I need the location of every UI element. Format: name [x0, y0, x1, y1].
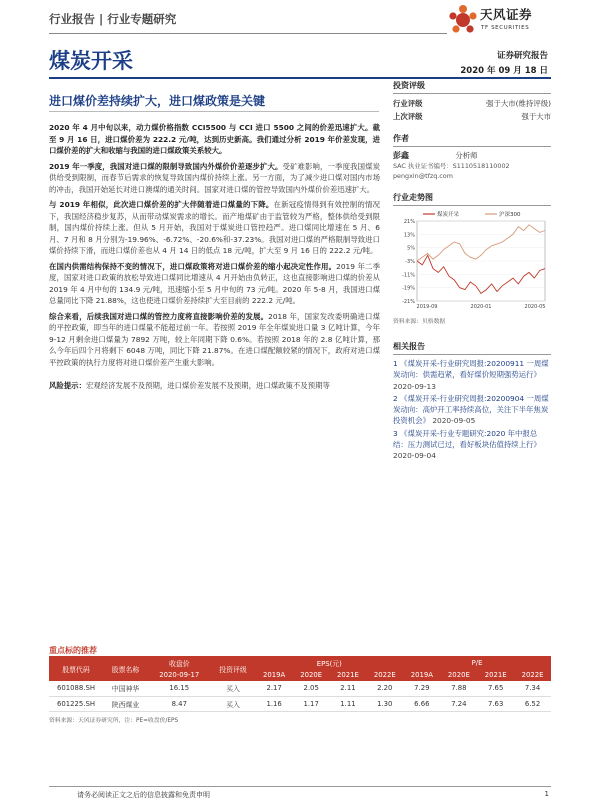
- table-cell: 8.47: [148, 696, 211, 711]
- table-source: 资料来源：天风证券研究所，注：PE=收盘价/EPS: [49, 718, 179, 724]
- paragraph-lead: 2019 年一季度，我国对进口煤的限制导致国内外煤价价差逐步扩大。: [49, 161, 283, 171]
- report-date: 2020 年 09 月 18 日: [460, 66, 548, 76]
- table-cell: 2.17: [255, 681, 292, 696]
- table-cell: 7.24: [440, 696, 477, 711]
- industry-rating-value: 强于大市(维持评级): [486, 99, 551, 108]
- table-cell: 1.11: [330, 696, 367, 711]
- related-report-title[interactable]: 3 《煤炭开采-行业专题研究:2020 年中报总结：压力测试已过，看好板块估值持续上行》: [393, 428, 541, 450]
- col-eps: EPS(元): [255, 657, 403, 669]
- table-cell: 7.29: [403, 681, 440, 696]
- table-cell: 16.15: [148, 681, 211, 696]
- footer-disclaimer: 请务必阅读正文之后的信息披露和免责申明: [77, 791, 210, 799]
- x-tick-label: 2020-01: [470, 304, 492, 310]
- logo-text-cn: 天风证券: [480, 7, 533, 22]
- author-email[interactable]: pengxin@tfzq.com: [393, 172, 453, 180]
- summary-paragraph: [49, 199, 380, 257]
- x-tick-label: 2019-09: [416, 304, 438, 310]
- col-year: 2020E: [293, 669, 330, 681]
- col-year: 2019A: [255, 669, 292, 681]
- table-cell: 陕西煤业: [103, 696, 148, 711]
- table-cell: 2.20: [366, 681, 403, 696]
- author-row: [393, 150, 551, 161]
- table-row: [49, 681, 551, 696]
- table-cell: 7.34: [514, 681, 551, 696]
- paragraph-text: 2018 年，国家发改委明确进口煤的平控政策，即当年的进口煤量不能超过前一年。若按照 2019 年全年煤炭进口量 3 亿吨计算，今年 9-12 月剩余进口煤量为 7892 万吨，较上年同期下降 0.6%。若按照 2018 年的 2.8 亿吨计算，那么今年后四个月将剩下 6048 万吨，同比下降 21.87%。在进口煤配额较紧的情况下，政府对进口煤平控政策的执行力度将对进口煤价差产生重大影响。: [49, 311, 380, 367]
- logo-text-en: TF SECURITIES: [481, 25, 530, 31]
- summary-body: [49, 122, 380, 396]
- col-year: 2022E: [514, 669, 551, 681]
- risk-lead: 风险提示：: [49, 381, 86, 390]
- table-cell: 2.05: [293, 681, 330, 696]
- logo: [447, 2, 557, 38]
- y-tick-label: -3%: [405, 259, 415, 265]
- table-cell: 7.63: [477, 696, 514, 711]
- author-role: 分析师: [455, 151, 478, 160]
- industry-rating-label: 行业评级: [393, 99, 423, 108]
- prev-rating: [393, 110, 551, 123]
- col-code: 股票代码: [49, 657, 103, 681]
- table-cell: 7.88: [440, 681, 477, 696]
- table-cell: 7.65: [477, 681, 514, 696]
- risk-text: 宏观经济发展不及预期，进口煤价差发展不及预期，进口煤政策不及预期等: [85, 381, 330, 390]
- col-year: 2019A: [403, 669, 440, 681]
- report-type: 证券研究报告: [496, 51, 548, 61]
- table-cell: 601225.SH: [49, 696, 103, 711]
- header-rule: [49, 33, 447, 34]
- author-cert: SAC 执业证书编号：S1110518110002: [393, 162, 510, 170]
- paragraph-text: 受矿难影响，一季度我国煤炭供给受到限制，而春节后需求的恢复导致国内煤价持续上涨。另一方面，为了减少进口煤对国内市场的冲击，我国开始延长对进口澳煤的通关时间。国家对进口煤的管控导致国内外煤价价差迅速扩大。: [49, 161, 380, 194]
- legend-label: 煤炭开采: [437, 212, 460, 218]
- related-report-title[interactable]: 2 《煤炭开采-行业研究周报:20200904 一周煤炭动向：高炉开工率持续高位，关注下半年焦炭投资机会》: [393, 393, 549, 426]
- rating-title: 投资评级: [393, 80, 551, 94]
- table-row: [49, 696, 551, 711]
- y-tick-label: -21%: [402, 299, 415, 305]
- table-cell: 买入: [211, 681, 256, 696]
- related-report-title[interactable]: 1 《煤炭开采-行业研究周报:20200911 一周煤炭动向：供需趋紧，看好煤价短期强势运行》: [393, 359, 549, 380]
- paragraph-lead: 在国内供需结构保持不变的情况下，进口煤政策将对进口煤价差的缩小起决定性作用。: [49, 261, 337, 271]
- trend-chart-svg: [393, 209, 551, 313]
- summary-paragraph: [49, 122, 380, 157]
- table-cell: 601088.SH: [49, 681, 103, 696]
- related-report-date: 2020-09-05: [432, 416, 476, 426]
- trend-source: 资料来源：贝格数据: [393, 319, 446, 325]
- related-report-date: 2020-09-13: [393, 381, 436, 391]
- paragraph-lead: 与 2019 年相似，此次进口煤价差的扩大伴随着进口煤量的下降。: [49, 200, 274, 209]
- col-year: 2021E: [330, 669, 367, 681]
- tf-logo-icon: [447, 4, 479, 36]
- y-tick-label: 21%: [403, 219, 415, 225]
- industry-title: 煤炭开采: [49, 49, 133, 73]
- x-tick-label: 2020-05: [524, 304, 546, 310]
- paragraph-text: 2019 年二季度，国家对进口政策的放松导致进口煤同比增速从 4 月开始由负转正，这也直接影响进口煤的价差从 2019 年 4 月中旬的 134.9 元/吨，迅速缩小至 5 月中旬的 73 元/吨。2020 年 5-8 月，我国进口煤总量同比下降 21.88%，这也使进口煤价差持续扩大至目前的 222.2 元/吨。: [49, 261, 380, 305]
- prev-rating-label: 上次评级: [393, 112, 423, 121]
- table-cell: 6.52: [514, 696, 551, 711]
- col-rating: 投资评级: [211, 657, 256, 681]
- page-number: 1: [544, 790, 549, 798]
- footer-rule: [49, 786, 551, 787]
- related-report[interactable]: [393, 393, 551, 427]
- related-report[interactable]: [393, 358, 551, 392]
- col-year: 2021E: [477, 669, 514, 681]
- col-price-date: 2020-09-17: [148, 669, 211, 681]
- picks-title: 重点标的推荐: [49, 646, 97, 655]
- table-cell: 1.17: [293, 696, 330, 711]
- related-report-date: 2020-09-04: [393, 451, 436, 461]
- legend-label: 沪深300: [499, 212, 521, 218]
- table-cell: 中国神华: [103, 681, 148, 696]
- series-line-1: [417, 225, 545, 261]
- picks-table: [49, 657, 551, 712]
- trend-title: 行业走势图: [393, 192, 551, 206]
- col-name: 股票名称: [103, 657, 148, 681]
- col-price: 收盘价: [148, 657, 211, 669]
- risk-warning: [49, 380, 380, 392]
- table-cell: 2.11: [330, 681, 367, 696]
- table-cell: 6.66: [403, 696, 440, 711]
- summary-paragraph: [49, 261, 380, 307]
- y-tick-label: -11%: [402, 272, 415, 279]
- report-category: 行业报告 | 行业专题研究: [49, 12, 177, 26]
- trend-chart: [393, 209, 551, 313]
- y-tick-label: 13%: [403, 232, 415, 239]
- summary-lead: 2020 年 4 月中旬以来，动力煤价格指数 CCI5500 与 CCI 进口 5500 之间的价差迅速扩大。截至 9 月 16 日，进口煤价差为 222.2 元/吨，达到历史新高。我们通过分析 2019 年价差发现，进口煤价差的扩大和收缩与我国的进口煤政策关系较大。: [49, 123, 380, 155]
- related-list: [393, 358, 551, 462]
- sidebar: [393, 80, 551, 463]
- col-pe: P/E: [403, 657, 551, 669]
- related-report[interactable]: [393, 428, 551, 462]
- table-cell: 买入: [211, 696, 256, 711]
- summary-paragraph: [49, 161, 380, 196]
- author-title: 作者: [393, 133, 551, 147]
- col-year: 2022E: [366, 669, 403, 681]
- table-cell: 1.30: [366, 696, 403, 711]
- table-cell: 1.16: [255, 696, 292, 711]
- headline: 进口煤价差持续扩大，进口煤政策是关键: [49, 94, 266, 108]
- prev-rating-value: 强于大市: [521, 112, 551, 121]
- y-tick-label: -19%: [402, 285, 415, 292]
- author-name: 彭鑫: [393, 151, 409, 160]
- y-tick-label: 5%: [407, 245, 415, 252]
- related-title: 相关报告: [393, 341, 551, 355]
- paragraph-lead: 综合来看，后续我国对进口煤的管控力度将直接影响价差的发展。: [49, 311, 269, 321]
- headline-rule: [49, 111, 379, 112]
- paragraph-text: 在新冠疫情得到有效控制的情况下，我国经济稳步复苏，从而带动煤炭需求的增长。而产地煤矿由于监管较为严格，整体供给受到限制，国内煤价持续上涨。但从 5 月开始，我国对于煤炭进口管控趋严。进口煤同比增速在 5 月、6 月、7 月和 8 月分别为-19.96%、-6.72%、-20.6%和-37.23%。我国对进口煤的严格限制导致进口煤价持续下滑，而进口煤价差也从 4 月 14 日的低点 18 元/吨，扩大至 9 月 16 日的 222.2 元/吨。: [49, 200, 380, 255]
- industry-rating: [393, 97, 551, 110]
- title-rule: [49, 77, 551, 79]
- col-year: 2020E: [440, 669, 477, 681]
- summary-paragraph: [49, 311, 380, 369]
